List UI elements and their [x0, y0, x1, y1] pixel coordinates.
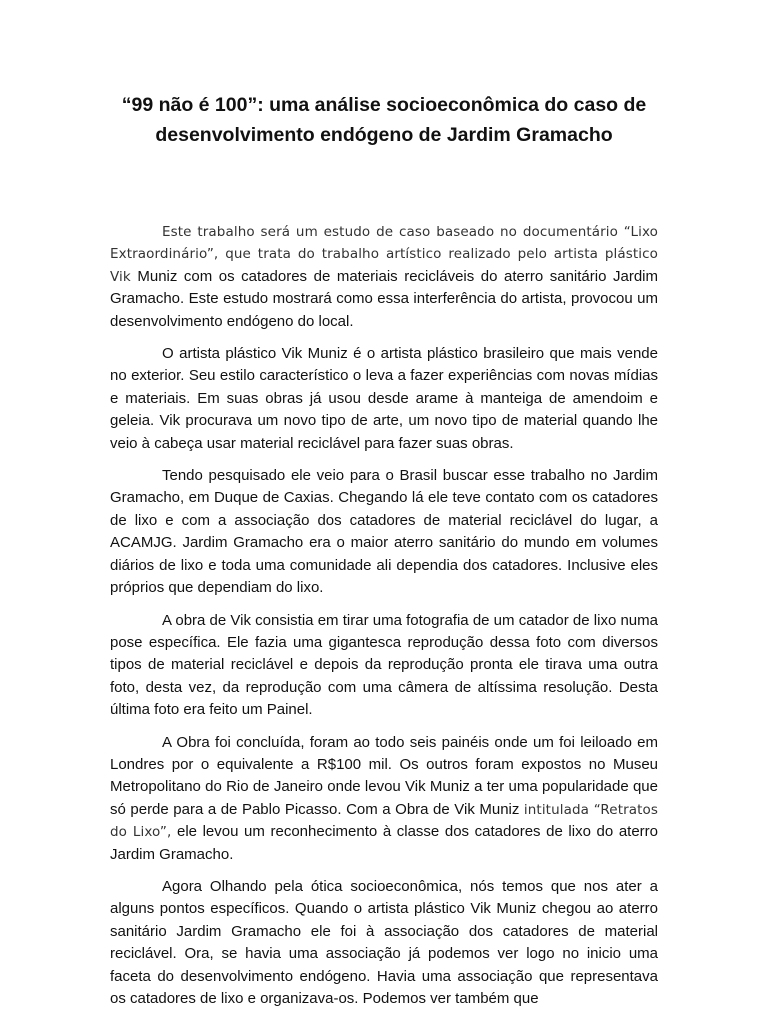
paragraph-1-text: Muniz com os catadores de materiais recicláveis do aterro sanitário Jardim Gramacho. Este estudo mostrará como essa interferência do artista, provocou um desenvolvimento endógeno do local.: [110, 267, 658, 330]
paragraph-4: A obra de Vik consistia em tirar uma fotografia de um catador de lixo numa pose específica. Ele fazia uma gigantesca reprodução dessa foto com diversos tipos de material reciclável e depois da reprodução pronta ele tirava uma outra foto, desta vez, da reprodução com uma câmera de altíssima resolução. Desta última foto era feito um Painel.: [110, 611, 658, 719]
paragraph-5-text-after: ele levou um reconhecimento à classe dos catadores de lixo do aterro Jardim Gramacho.: [110, 823, 658, 863]
paragraph-5: [110, 732, 658, 866]
paragraph-2: O artista plástico Vik Muniz é o artista plástico brasileiro que mais vende no exterior. Seu estilo característico o leva a fazer experiências com novas mídias e materiais. Em suas obras já usou desde arame à manteiga de amendoim e geleia. Vik procurava um novo tipo de arte, um novo tipo de material quando lhe veio à cabeça usar material reciclável para fazer suas obras.: [110, 345, 658, 452]
paragraph-5-text-before: A Obra foi concluída, foram ao todo seis painéis onde um foi leiloado em Londres por o equivalente a R$100 mil. Os outros foram expostos no Museu Metropolitano do Rio de Janeiro onde levou Vik Muniz a ter uma popularidade que só perde para a de Pablo Picasso. Com a Obra de Vik Muniz: [110, 733, 658, 818]
paragraph-5-light-text: intitulada “Retratos do Lixo”,: [110, 801, 659, 841]
paragraph-1-light-text: Este trabalho será um estudo de caso baseado no documentário “Lixo Extraordinário”, que trata do trabalho artístico realizado pelo artista plástico Vik: [110, 224, 658, 285]
document-title: “99 não é 100”: uma análise socioeconômica do caso de desenvolvimento endógeno de Jardim Gramacho: [121, 94, 647, 146]
paragraph-1: [110, 221, 658, 333]
paragraph-3: Tendo pesquisado ele veio para o Brasil buscar esse trabalho no Jardim Gramacho, em Duque de Caxias. Chegando lá ele teve contato com os catadores de lixo e com a associação dos catadores de material reciclável do lugar, a ACAMJG. Jardim Gramacho era o maior aterro sanitário do mundo em volumes diários de lixo e toda uma comunidade ali dependia dos catadores. Inclusive eles próprios que dependiam do lixo.: [110, 467, 658, 597]
document-body: [110, 221, 658, 1020]
paragraph-6: Agora Olhando pela ótica socioeconômica, nós temos que nos ater a alguns pontos específicos. Quando o artista plástico Vik Muniz chegou ao aterro sanitário Jardim Gramacho ele foi à associação dos catadores de material reciclável. Ora, se havia uma associação já podemos ver logo no inicio uma faceta do desenvolvimento endógeno. Havia uma associação que representava os catadores de lixo e organizava-os. Podemos ver também que: [110, 877, 658, 1007]
